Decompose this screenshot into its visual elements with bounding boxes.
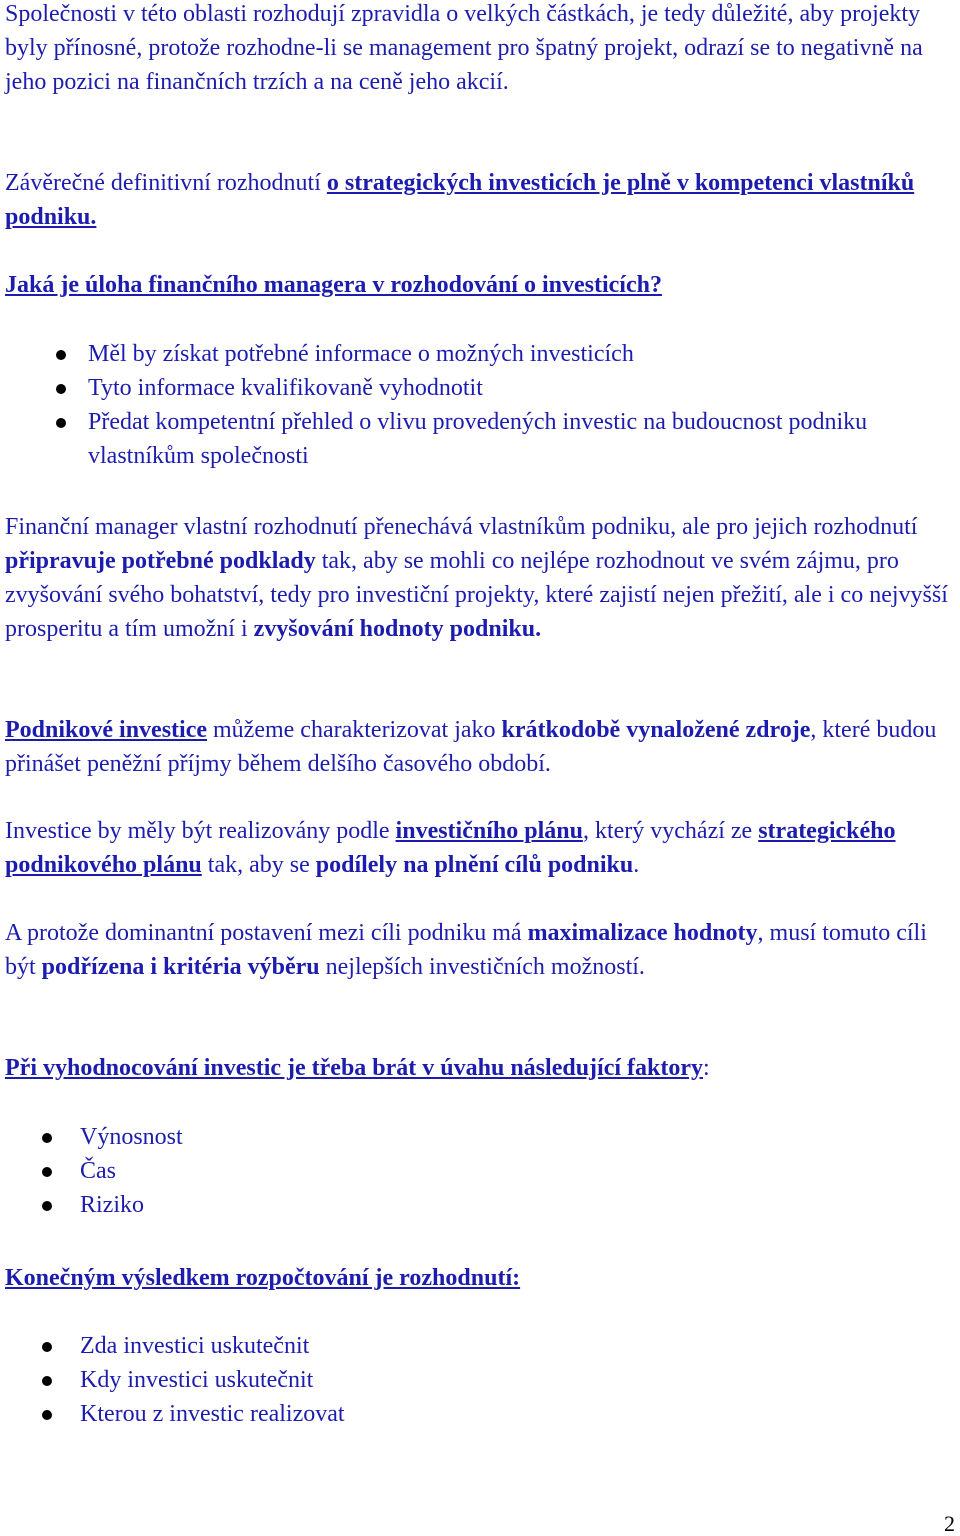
list-decisions — [5, 1329, 905, 1431]
bullet-icon — [42, 1133, 52, 1143]
list-item-text: Čas — [80, 1158, 116, 1184]
term-strategic-plan: strategického podnikového plánu — [5, 818, 896, 878]
list-item-text: Zda investici uskutečnit — [80, 1333, 310, 1359]
bullet-icon — [56, 384, 66, 394]
list-item-text: Kterou z investic realizovat — [80, 1401, 345, 1427]
list-item — [5, 1188, 905, 1222]
heading-factors-colon: : — [703, 1055, 710, 1081]
paragraph-intro-text: Společnosti v této oblasti rozhodují zpravidla o velkých částkách, je tedy důležité, aby projekty byly přínosné, protože rozhodne-li se management pro špatný projekt, odrazí se to negativně na jeho pozici na finančních trzích a na ceně jeho akcií. — [5, 1, 923, 95]
paragraph-manager-text-2: tak, aby se mohli co nejlépe rozhodnout ve svém zájmu, pro zvyšování svého bohatství, tedy pro investiční projekty, které zajistí nejen přežití, ale i co nejvyšší prosperitu a tím umožní i — [5, 548, 948, 642]
paragraph-manager-emphasis-2: zvyšování hodnoty podniku. — [253, 616, 542, 642]
paragraph-plan-end: . — [633, 852, 640, 878]
paragraph-value — [5, 916, 955, 984]
list-item — [5, 1363, 905, 1397]
paragraph-plan-text-3: tak, aby se — [201, 852, 316, 878]
paragraph-intro — [5, 0, 955, 99]
term-business-investments: Podnikové investice — [5, 717, 207, 743]
page-number: 2 — [944, 1511, 955, 1536]
paragraph-decision — [5, 166, 955, 234]
term-investment-plan: investičního plánu — [395, 818, 583, 844]
paragraph-plan-text-2: , který vychází ze — [582, 818, 759, 844]
list-manager-duties — [5, 337, 957, 473]
heading-result — [5, 1261, 520, 1295]
heading-factors — [5, 1051, 710, 1085]
bullet-icon — [42, 1376, 52, 1386]
paragraph-manager-text: Finanční manager vlastní rozhodnutí přenechává vlastníkům podniku, ale pro jejich rozhodnutí — [5, 514, 918, 540]
bullet-icon — [56, 418, 66, 428]
paragraph-investments-text-2: , které budou přinášet peněžní příjmy během delšího časového období. — [5, 717, 937, 777]
paragraph-value-emphasis: maximalizace hodnoty — [527, 920, 758, 946]
list-item — [5, 1397, 905, 1431]
paragraph-value-text: A protože dominantní postavení mezi cíli podniku má — [5, 920, 528, 946]
list-item-text: Výnosnost — [80, 1124, 183, 1150]
bullet-icon — [56, 350, 66, 360]
list-item-text: Měl by získat potřebné informace o možných investicích — [88, 341, 634, 367]
paragraph-value-text-2: , musí tomuto cíli být — [5, 920, 927, 980]
list-item — [5, 371, 957, 405]
paragraph-value-text-3: nejlepších investičních možností. — [319, 954, 645, 980]
list-item-text: Kdy investici uskutečnit — [80, 1367, 314, 1393]
heading-factors-text: Při vyhodnocování investic je třeba brát v úvahu následující faktory — [5, 1055, 704, 1081]
paragraph-decision-text: Závěrečné definitivní rozhodnutí — [5, 170, 327, 196]
list-item-text: Předat kompetentní přehled o vlivu provedených investic na budoucnost podniku vlastníkům společnosti — [88, 409, 868, 469]
paragraph-investments-emphasis: krátkodobě vynaložené zdroje — [501, 717, 811, 743]
list-factors — [5, 1120, 905, 1222]
paragraph-investments-text: můžeme charakterizovat jako — [207, 717, 502, 743]
bullet-icon — [42, 1167, 52, 1177]
list-item-text: Riziko — [80, 1192, 144, 1218]
heading-manager-role — [5, 268, 662, 302]
bullet-icon — [42, 1201, 52, 1211]
list-item — [5, 1329, 905, 1363]
list-item — [5, 1154, 905, 1188]
list-item — [5, 405, 957, 473]
paragraph-manager — [5, 510, 955, 646]
paragraph-plan — [5, 814, 960, 882]
paragraph-plan-text: Investice by měly být realizovány podle — [5, 818, 396, 844]
paragraph-manager-emphasis: připravuje potřebné podklady — [5, 548, 316, 574]
bullet-icon — [42, 1342, 52, 1352]
paragraph-decision-emphasis: o strategických investicích je plně v kompetenci vlastníků podniku. — [5, 170, 915, 230]
bullet-icon — [42, 1410, 52, 1420]
list-item — [5, 337, 957, 371]
paragraph-value-emphasis-2: podřízena i kritéria výběru — [41, 954, 320, 980]
paragraph-plan-emphasis: podílely na plnění cílů podniku — [315, 852, 634, 878]
heading-manager-role-text: Jaká je úloha finančního managera v rozhodování o investicích? — [5, 272, 662, 298]
list-item-text: Tyto informace kvalifikovaně vyhodnotit — [88, 375, 483, 401]
heading-result-text: Konečným výsledkem rozpočtování je rozhodnutí: — [5, 1265, 521, 1291]
paragraph-investments — [5, 713, 955, 781]
list-item — [5, 1120, 905, 1154]
